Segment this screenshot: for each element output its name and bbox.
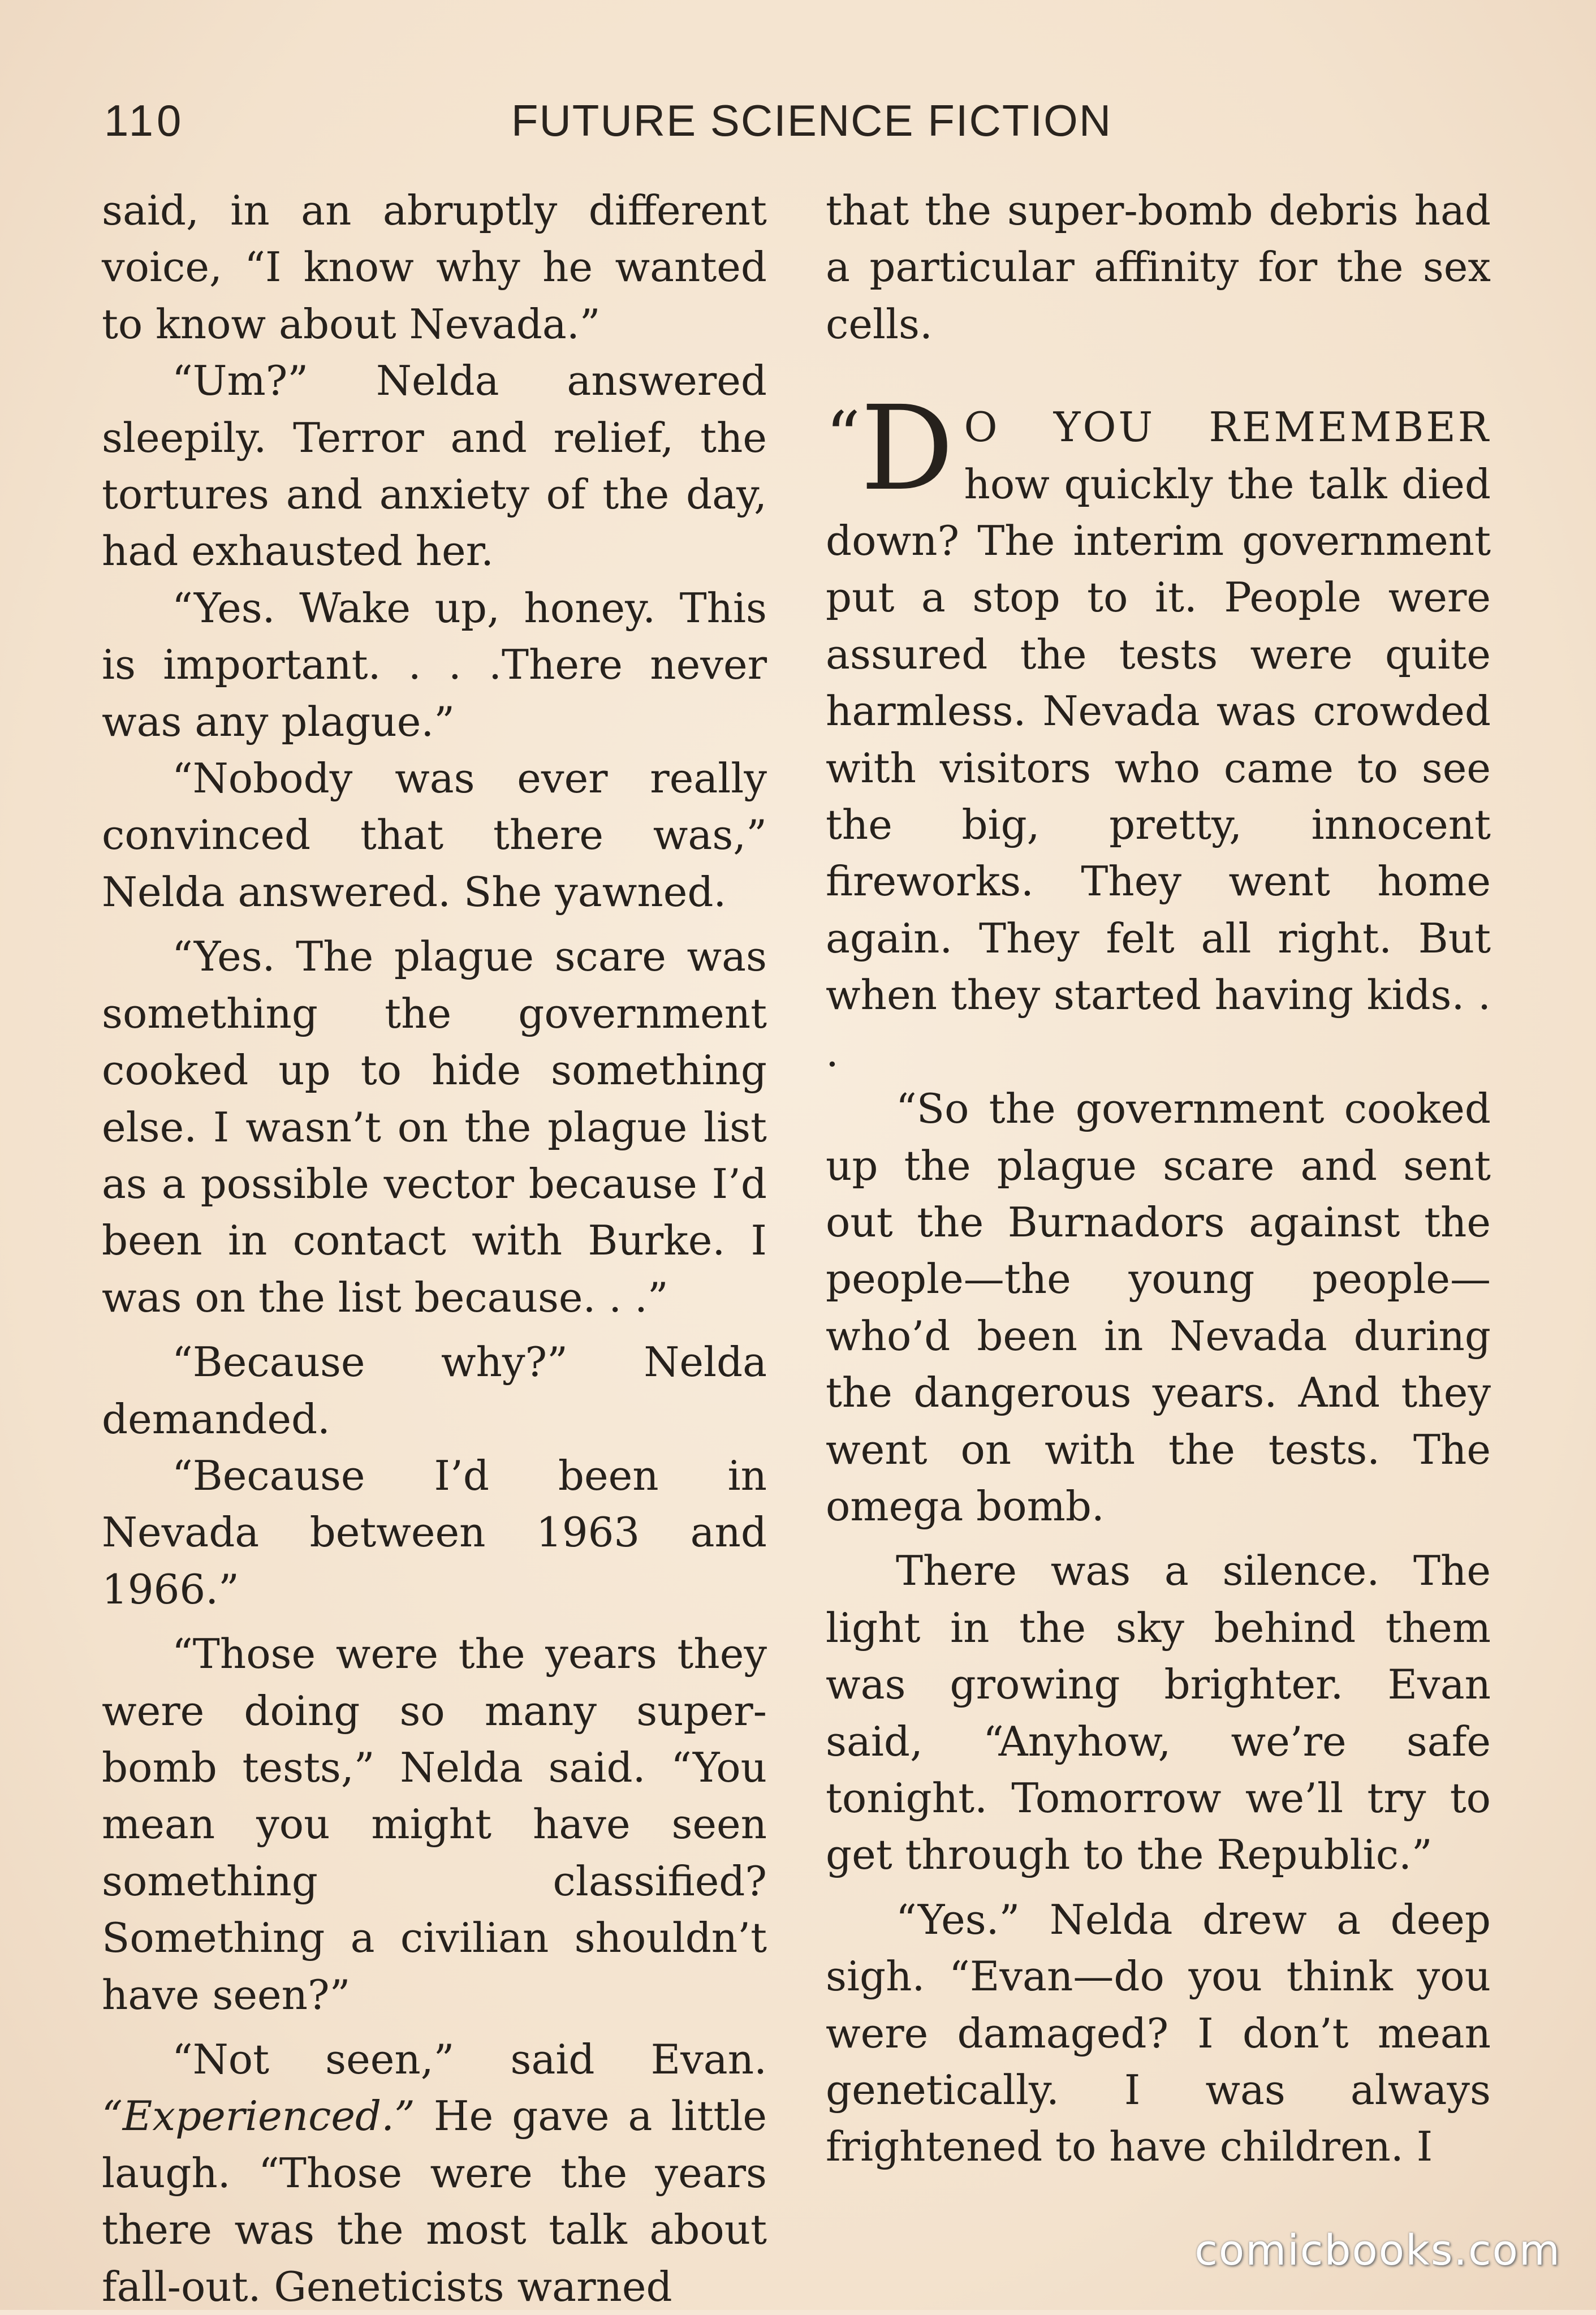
right-column: [826, 182, 1491, 2175]
running-title: FUTURE SCIENCE FICTION: [511, 96, 1112, 145]
paragraph: “Yes. The plague scare was something the government cooked up to hide something else. I wasn’t on the plague list as a possible vector because I’d been in contact with Burke. I was on the list because. . .”: [102, 933, 767, 1321]
page-header: [102, 95, 1499, 157]
paragraph: “Those were the years they were doing so many super-bomb tests,” Nelda said. “You mean you might have seen something classified? Something a civilian shouldn’t have seen?”: [102, 1630, 767, 2019]
text-run: He gave a little laugh. “Those were the years there was the most talk about fall-out. Geneticists warned: [102, 2092, 767, 2310]
paragraph: “Because I’d been in Nevada between 1963 and 1966.”: [102, 1451, 767, 1613]
drop-cap: [826, 381, 954, 517]
section-start: [826, 381, 1491, 1080]
paragraph: [102, 2031, 767, 2315]
drop-cap-letter: D: [860, 381, 954, 517]
paragraph: [826, 381, 1491, 1080]
text-run: how quickly the talk died down? The interim government put a stop to it. People were assured the tests were quite harmless. Nevada was crowded with visitors who came to see the big, pretty, innocent fireworks. They went home again. They felt all right. But when they started having kids. . .: [826, 460, 1491, 1076]
left-column: [102, 182, 767, 2315]
paragraph: said, in an abruptly different voice, “I know why he wanted to know about Nevada.”: [102, 187, 767, 348]
text-run: “Not seen,” said Evan.: [172, 2036, 767, 2083]
paragraph: “So the government cooked up the plague scare and sent out the Burnadors against the people—the young people—who’d been in Nevada during the dangerous years. And they went on with the tests. The omega bomb.: [826, 1085, 1491, 1530]
drop-cap-quote: “: [826, 398, 861, 477]
paragraph: “Um?” Nelda answered sleepily. Terror and relief, the tortures and anxiety of the day, had exhausted her.: [102, 357, 767, 575]
paragraph: “Yes. Wake up, honey. This is important. . . .There never was any plague.”: [102, 584, 767, 745]
paragraph: There was a silence. The light in the sky behind them was growing brighter. Evan said, “Anyhow, we’re safe tonight. Tomorrow we’ll try to get through to the Republic.”: [826, 1547, 1491, 1879]
paragraph: that the super-bomb debris had a particular affinity for the sex cells.: [826, 187, 1491, 348]
paragraph: “Because why?” Nelda demanded.: [102, 1338, 767, 1443]
site-watermark: comicbooks.com: [1194, 2226, 1561, 2275]
paragraph: “Yes.” Nelda drew a deep sigh. “Evan—do you think you were damaged? I don’t mean genetically. I was always frightened to have children. I: [826, 1895, 1491, 2171]
page-number: 110: [104, 96, 185, 145]
lead-caps: O YOU REMEMBER: [964, 403, 1491, 451]
paragraph: “Nobody was ever really convinced that there was,” Nelda answered. She yawned.: [102, 755, 767, 916]
italic-text: “Experienced.”: [102, 2092, 415, 2140]
